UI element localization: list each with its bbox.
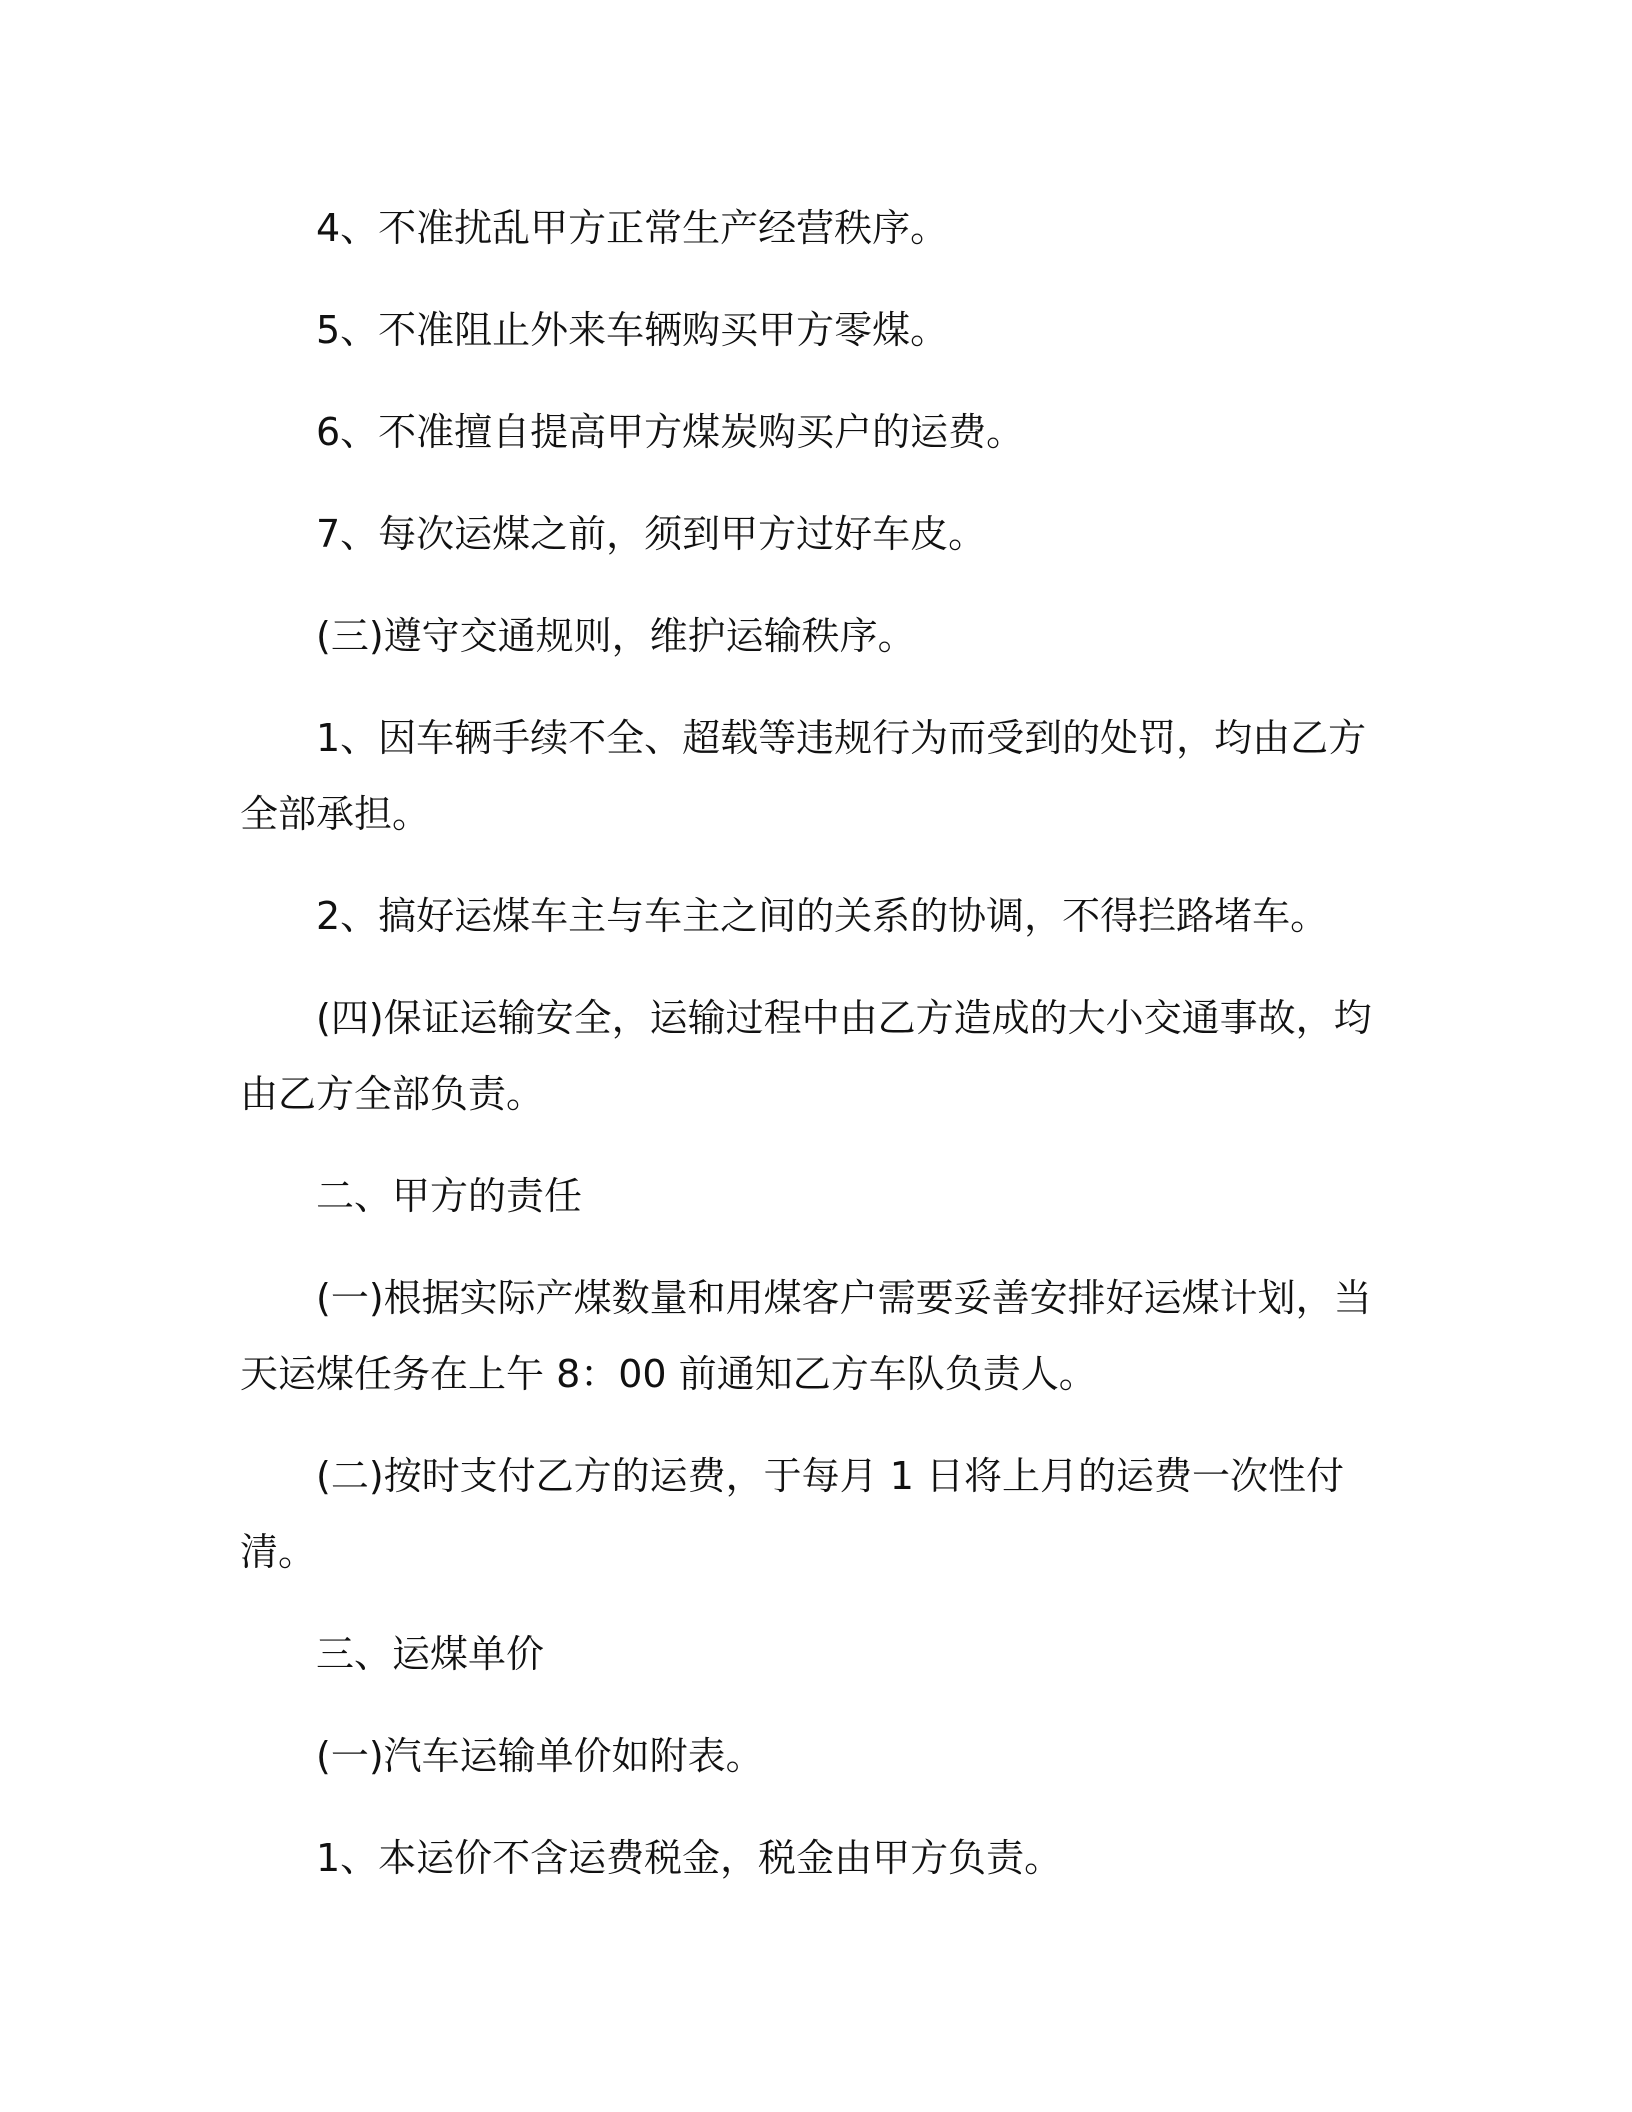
tax-clause: 1、本运价不含运费税金，税金由甲方负责。 xyxy=(316,1836,1063,1880)
clause-7: 7、每次运煤之前，须到甲方过好车皮。 xyxy=(316,512,987,556)
clause-6: 6、不准擅自提高甲方煤炭购买户的运费。 xyxy=(316,410,1025,454)
section-three-heading: (三)遵守交通规则，维护运输秩序。 xyxy=(316,614,916,658)
clause-5: 5、不准阻止外来车辆购买甲方零煤。 xyxy=(316,308,949,352)
section-four-safety: (四)保证运输安全，运输过程中由乙方造成的大小交通事故，均由乙方全部负责。 xyxy=(240,996,1372,1116)
traffic-clause-2: 2、搞好运煤车主与车主之间的关系的协调，不得拦路堵车。 xyxy=(316,894,1329,938)
clause-4: 4、不准扰乱甲方正常生产经营秩序。 xyxy=(316,206,949,250)
document-body xyxy=(240,190,1380,1922)
unit-price-heading: 三、运煤单价 xyxy=(316,1632,545,1676)
unit-price-clause-1: (一)汽车运输单价如附表。 xyxy=(316,1734,764,1778)
party-a-duty-2: (二)按时支付乙方的运费，于每月 1 日将上月的运费一次性付清。 xyxy=(240,1454,1344,1574)
party-a-duty-1: (一)根据实际产煤数量和用煤客户需要妥善安排好运煤计划，当天运煤任务在上午 8：00 前通知乙方车队负责人。 xyxy=(240,1276,1372,1396)
party-a-heading: 二、甲方的责任 xyxy=(316,1174,583,1218)
traffic-clause-1: 1、因车辆手续不全、超载等违规行为而受到的处罚，均由乙方全部承担。 xyxy=(240,716,1367,836)
